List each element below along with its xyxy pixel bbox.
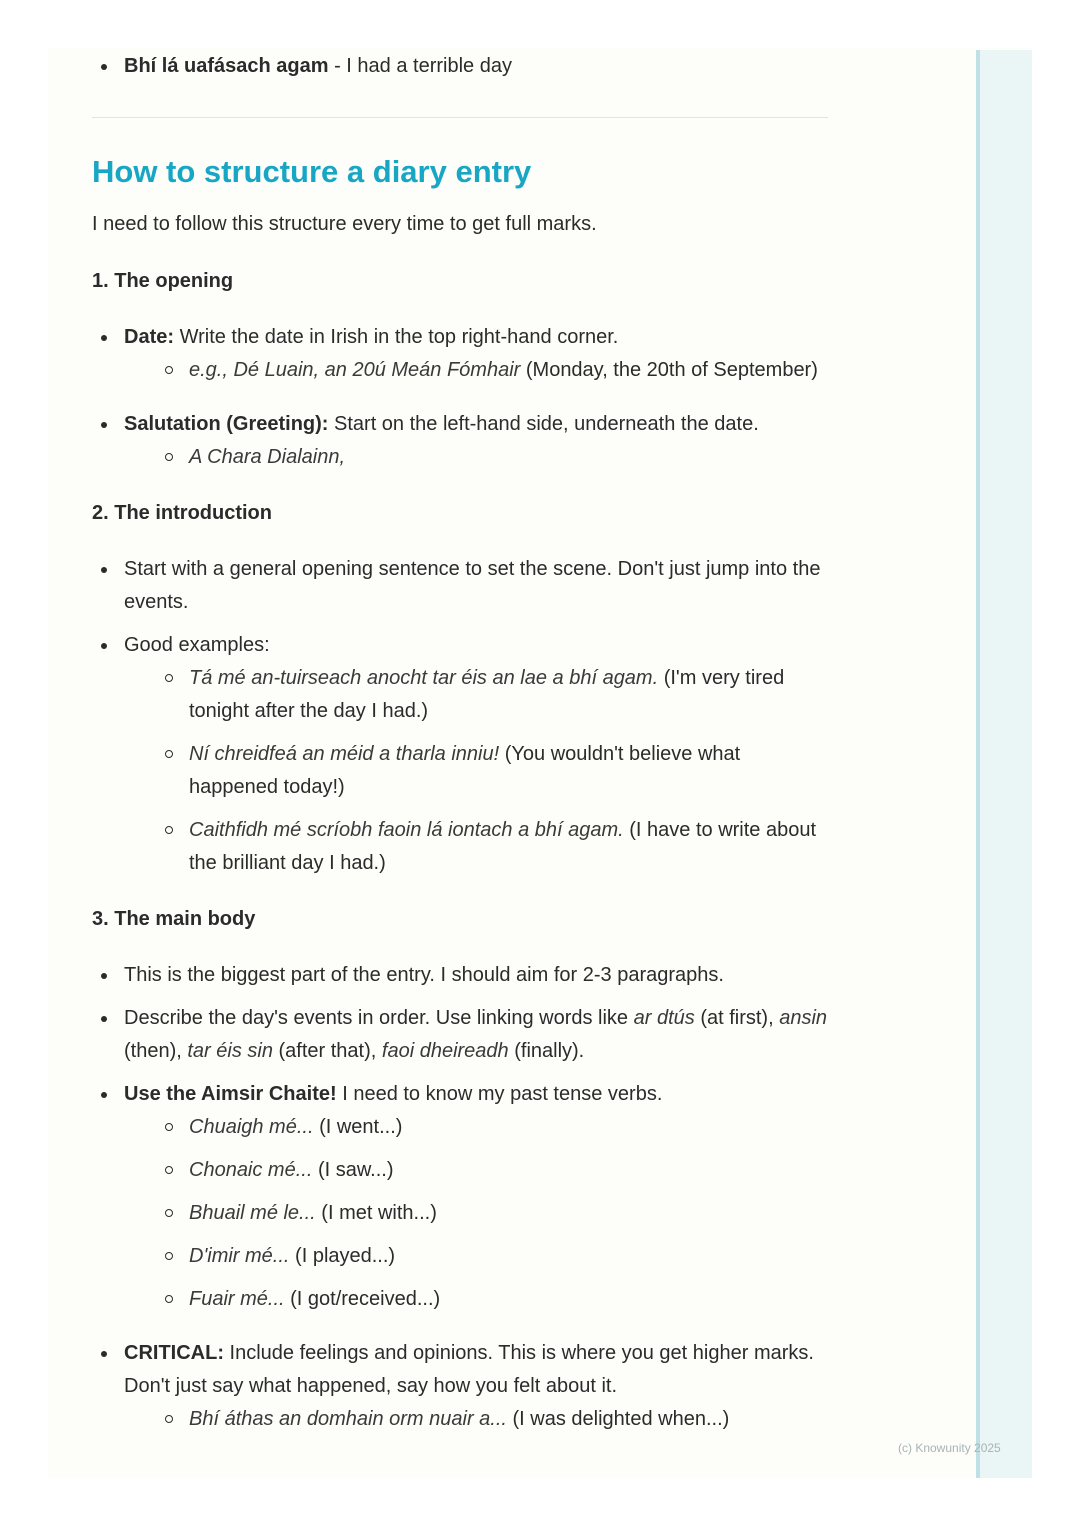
text-run: Describe the day's events in order. Use linking words like [124,1007,634,1029]
list-item [92,1002,828,1068]
salutation-text: Start on the left-hand side, underneath the date. [328,413,759,435]
verb-item [124,1240,828,1273]
text-run: (at first), [694,1007,780,1029]
list-item [92,50,828,83]
right-margin-panel [976,50,1032,1478]
step-title-opening: 1. The opening [92,270,234,292]
phrase-translation: - I had a terrible day [328,55,512,77]
linking-word: tar éis sin [187,1040,273,1062]
sub-list-item [124,441,828,474]
aimsir-chaite-text: I need to know my past tense verbs. [336,1083,663,1105]
verb-translation: (I played...) [289,1245,396,1267]
text-run: (after that), [272,1040,382,1062]
linking-word: ar dtús [633,1007,695,1029]
main-body-list [92,959,828,1436]
page-title: How to structure a diary entry [92,154,532,189]
sub-list [124,354,828,387]
sub-list-item [124,354,828,387]
feeling-translation: (I was delighted when...) [506,1408,730,1430]
example-translation: (I have to write about the brilliant day I had.) [189,819,817,874]
verb-translation: (I went...) [313,1116,403,1138]
good-examples-label: Good examples: [124,634,270,656]
example-irish: Caithfidh mé scríobh faoin lá iontach a bhí agam. [189,819,624,841]
critical-label: CRITICAL: [124,1342,224,1364]
list-item [92,1078,828,1316]
list-item: Start with a general opening sentence to set the scene. Don't just jump into the events. [92,553,828,619]
introduction-list [92,553,828,880]
text-run: (then), [124,1040,188,1062]
list-item [92,321,828,387]
example-translation: (You wouldn't believe what happened today!) [189,743,741,798]
step-title-main-body: 3. The main body [92,908,256,930]
list-item [92,1337,828,1436]
salutation-example: A Chara Dialainn, [189,446,346,468]
list-item: This is the biggest part of the entry. I should aim for 2-3 paragraphs. [92,959,828,992]
sub-list-item [124,738,828,804]
text-run: (finally). [508,1040,585,1062]
verb-translation: (I saw...) [312,1159,394,1181]
linking-word: ansin [779,1007,828,1029]
salutation-label: Salutation (Greeting): [124,413,329,435]
verb-translation: (I met with...) [315,1202,437,1224]
step-title-introduction: 2. The introduction [92,502,272,524]
verb-irish: Chonaic mé... [189,1159,313,1181]
feeling-irish: Bhí áthas an domhain orm nuair a... [189,1408,507,1430]
critical-text: Include feelings and opinions. This is where you get higher marks. Don't just say what happened, say how you felt about it. [124,1342,814,1397]
sub-list-item [124,814,828,880]
aimsir-chaite-label: Use the Aimsir Chaite! [124,1083,337,1105]
list-item [92,408,828,474]
sub-list [124,1403,828,1436]
sub-list-item [124,1403,828,1436]
phrase-irish: Bhí lá uafásach agam [124,55,329,77]
section-divider [92,117,828,118]
verb-irish: Chuaigh mé... [189,1116,314,1138]
verb-translation: (I got/received...) [284,1288,441,1310]
watermark: (c) Knowunity 2025 [898,1441,1001,1455]
list-item [92,629,828,880]
sub-list-item [124,662,828,728]
example-irish: Ní chreidfeá an méid a tharla inniu! [189,743,500,765]
phrase-list [92,50,828,83]
opening-list [92,321,828,474]
verb-irish: Bhuail mé le... [189,1202,316,1224]
example-translation: (I'm very tired tonight after the day I had.) [189,667,785,722]
example-irish: Tá mé an-tuirseach anocht tar éis an lae a bhí agam. [189,667,659,689]
linking-word: faoi dheireadh [381,1040,509,1062]
date-label: Date: [124,326,175,348]
sub-list [124,662,828,880]
verb-item [124,1111,828,1144]
sub-list [124,441,828,474]
date-example-irish: e.g., Dé Luain, an 20ú Meán Fómhair [189,359,521,381]
verb-item [124,1283,828,1316]
verb-irish: D'imir mé... [189,1245,290,1267]
verb-list [124,1111,828,1316]
verb-item [124,1154,828,1187]
verb-item [124,1197,828,1230]
date-text: Write the date in Irish in the top right-hand corner. [174,326,619,348]
document-content [92,48,828,1436]
verb-irish: Fuair mé... [189,1288,285,1310]
intro-paragraph: I need to follow this structure every time to get full marks. [92,213,597,235]
date-example-translation: (Monday, the 20th of September) [520,359,818,381]
